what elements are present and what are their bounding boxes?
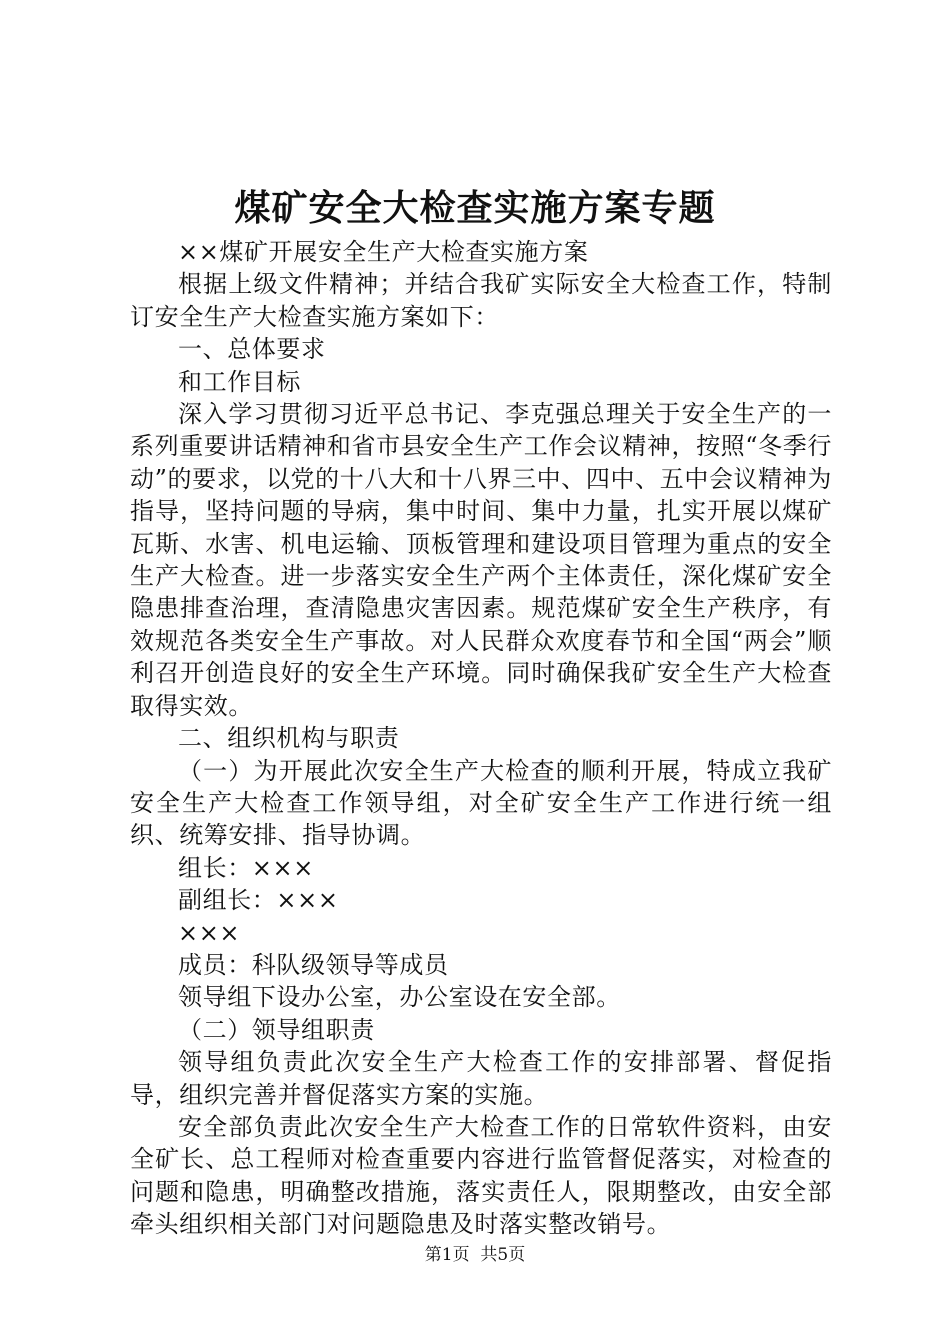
paragraph-deputy-leader-2: ××× [178,918,241,947]
document-title: 煤矿安全大检查实施方案专题 [234,187,716,229]
paragraph-members: 成员：科队级领导等成员 [178,950,449,979]
paragraph-leadership-group: （一）为开展此次安全生产大检查的顺利开展，特成立我矿安全生产大检查工作领导组，对全矿安全生产工作进行统一组织、统筹安排、指导协调。 [130,756,832,850]
paragraph-subtitle: ××煤矿开展安全生产大检查实施方案 [178,238,589,266]
page-footer [0,1243,950,1267]
paragraph-intro: 根据上级文件精神；并结合我矿实际安全大检查工作，特制订安全生产大检查实施方案如下： [130,270,832,331]
paragraph-deputy-leader: 副组长：××× [178,886,339,915]
section-heading-goals: 和工作目标 [178,367,301,396]
document-body [130,236,832,1241]
paragraph-duties-safety-dept: 安全部负责此次安全生产大检查工作的日常软件资料，由安全矿长、总工程师对检查重要内容进行监管督促落实，对检查的问题和隐患，明确整改措施，落实责任人，限期整改，由安全部牵头组织相关部门对问题隐患及时落实整改销号。 [130,1112,832,1239]
paragraph-office: 领导组下设办公室，办公室设在安全部。 [178,983,621,1012]
paragraph-goals: 深入学习贯彻习近平总书记、李克强总理关于安全生产的一系列重要讲话精神和省市县安全生产工作会议精神，按照“冬季行动”的要求，以党的十八大和十八界三中、四中、五中会议精神为指导，坚持问题的导病，集中时间、集中力量，扎实开展以煤矿瓦斯、水害、机电运输、顶板管理和建设项目管理为重点的安全生产大检查。进一步落实安全生产两个主体责任，深化煤矿安全隐患排查治理，查清隐患灾害因素。规范煤矿安全生产秩序，有效规范各类安全生产事故。对人民群众欢度春节和全国“两会”顺利召开创造良好的安全生产环境。同时确保我矿安全生产大检查取得实效。 [130,400,832,720]
section-heading-organization: 二、组织机构与职责 [178,724,400,753]
paragraph-group-leader: 组长：××× [178,853,314,882]
page-number-label: 第1页 共5页 [424,1245,526,1265]
paragraph-duties-group: 领导组负责此次安全生产大检查工作的安排部署、督促指导，组织完善并督促落实方案的实施。 [130,1048,832,1109]
subsection-heading-duties: （二）领导组职责 [178,1015,375,1044]
section-heading-general: 一、总体要求 [178,335,326,364]
